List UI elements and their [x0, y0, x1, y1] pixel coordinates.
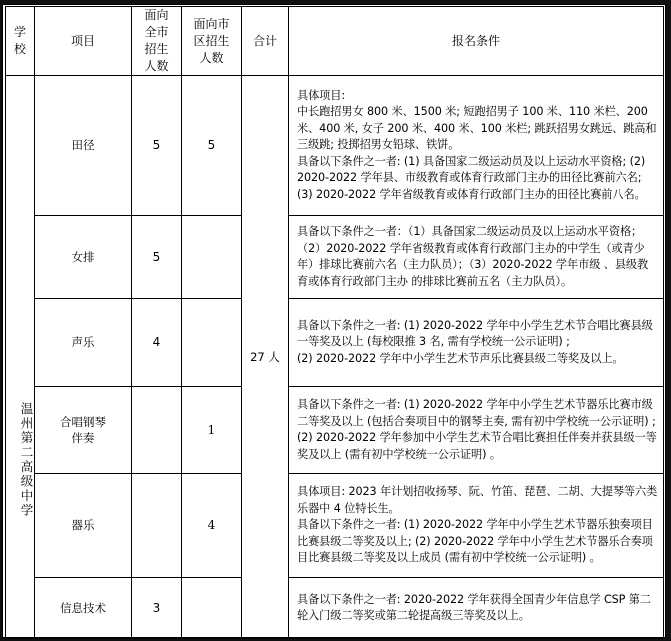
item-cell: 田径 — [35, 76, 132, 216]
conditions-text: 具备以下条件之一者：（1）具备国家二级运动员及以上运动水平资格；（2）2020-2022 学年省级教育或体育行政部门主办的中学生（或青少年）排球比赛前六名（主力队员）；（3）2020-2022 学年市级 、县级教育或体育行政部门主办 的排球比赛前五名（主力队员）。 — [297, 225, 649, 288]
conditions-cell — [289, 299, 664, 387]
district-count — [182, 216, 242, 299]
conditions-text: 具体项目: 2023 年计划招收扬琴、阮、竹笛、琵琶、二胡、大提琴等六类乐器中 4 位特长生。 — [297, 485, 658, 515]
conditions-text: 具备以下条件之一者: 2020-2022 学年获得全国青少年信息学 CSP 第二轮入门级二等奖或第二轮提高级三等奖及以上。 — [297, 592, 651, 622]
header-district: 面向市区招生人数 — [182, 7, 242, 76]
conditions-text: 具体项目: — [297, 88, 346, 102]
citywide-count — [132, 474, 182, 578]
document-frame — [2, 4, 666, 638]
header-conditions: 报名条件 — [289, 7, 664, 76]
item-cell: 器乐 — [35, 474, 132, 578]
conditions-text: 具备以下条件之一者: (1) 2020-2022 学年中小学生艺术节器乐独奏项目比赛县级二等奖及以上; (2) 2020-2022 学年中小学生艺术节器乐合奏项目比赛县级二等奖及以上成员 (需有初中学校统一公示证明) 。 — [297, 518, 653, 565]
conditions-cell — [289, 387, 664, 474]
conditions-text: 具备以下条件之一者: (1) 2020-2022 学年中小学生艺术节合唱比赛县级一等奖及以上 (每校限推 3 名, 需有学校统一公示证明) ; — [297, 318, 653, 349]
table-row — [6, 474, 664, 578]
district-count: 1 — [182, 387, 242, 474]
admission-table — [5, 6, 664, 639]
citywide-count: 3 — [132, 578, 182, 639]
table-row — [6, 76, 664, 216]
citywide-count: 5 — [132, 216, 182, 299]
district-count — [182, 578, 242, 639]
header-school: 学校 — [6, 7, 35, 76]
conditions-text: 中长跑招男女 800 米、1500 米; 短跑招男子 100 米、110 米栏、200 米、400 米, 女子 200 米、400 米、100 米栏; 跳跃招男女跳远、跳高和三级跳; 投掷招男女铅球、铁饼。 — [297, 105, 657, 152]
district-count: 4 — [182, 474, 242, 578]
table-row — [6, 578, 664, 639]
item-cell: 女排 — [35, 216, 132, 299]
conditions-cell — [289, 474, 664, 578]
district-count — [182, 299, 242, 387]
conditions-cell — [289, 216, 664, 299]
table-row — [6, 216, 664, 299]
district-count: 5 — [182, 76, 242, 216]
header-total: 合计 — [242, 7, 289, 76]
school-name: 温州第二高级中学 — [6, 76, 35, 639]
header-citywide: 面向全市招生人数 — [132, 7, 182, 76]
conditions-text: 具备以下条件之一者: (1) 2020-2022 学年中小学生艺术节器乐比赛市级二等奖及以上 (包括合奏项目中的钢琴主奏, 需有初中学校统一公示证明) ; (2) 2020-2022 学年参加中小学生艺术节合唱比赛担任伴奏并获县级一等奖及以上 (需有初中学校统一公示证明) 。 — [297, 398, 657, 461]
item-cell: 信息技术 — [35, 578, 132, 639]
citywide-count: 4 — [132, 299, 182, 387]
conditions-cell — [289, 578, 664, 639]
conditions-text: 具备以下条件之一者: (1) 具备国家二级运动员及以上运动水平资格; (2) 2020-2022 学年县、市级教育或体育行政部门主办的田径比赛前六名; (3) 2020-2022 学年省级教育或体育行政部门主办的田径比赛前八名。 — [297, 154, 646, 201]
item-cell: 合唱钢琴伴奏 — [35, 387, 132, 474]
conditions-cell — [289, 76, 664, 216]
header-item: 项目 — [35, 7, 132, 76]
header-row — [6, 7, 664, 76]
total-count: 27 人 — [242, 76, 289, 639]
citywide-count: 5 — [132, 76, 182, 216]
item-cell: 声乐 — [35, 299, 132, 387]
table-row — [6, 387, 664, 474]
table-row — [6, 299, 664, 387]
citywide-count — [132, 387, 182, 474]
conditions-text: (2) 2020-2022 学年中小学生艺术节声乐比赛县级二等奖及以上。 — [297, 351, 624, 365]
